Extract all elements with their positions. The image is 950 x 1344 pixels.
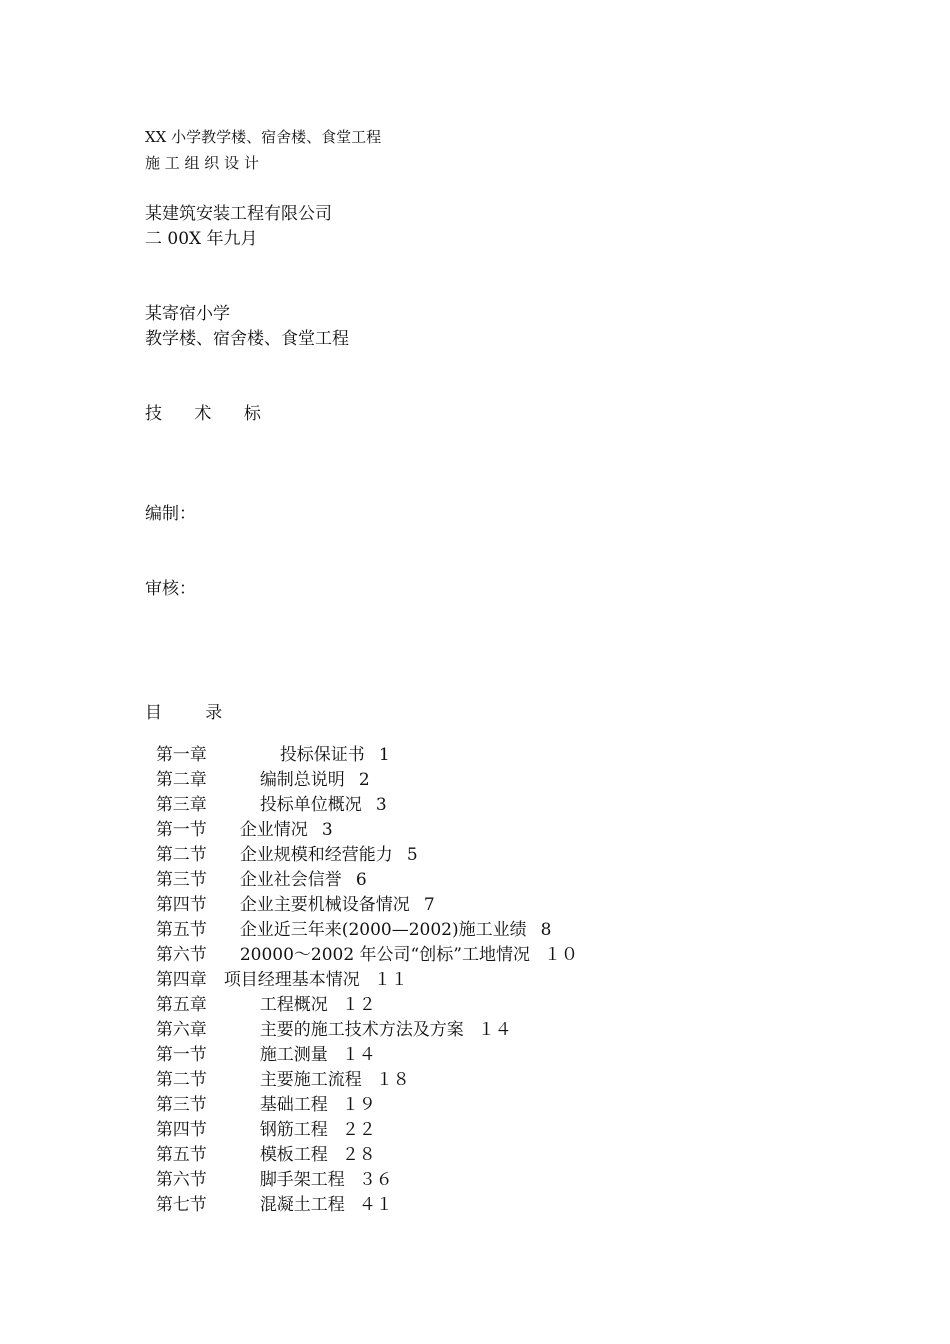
toc-entry-label: 第一节 [155,1045,207,1065]
toc-entry-page: １２ [341,995,376,1015]
toc-entry-label: 第五节 [155,1145,207,1165]
cover-school: 某寄宿小学 [145,304,230,324]
toc-entry-title: 钢筋工程 [259,1120,328,1140]
toc-entry-page: 1 [378,745,390,765]
toc-entry-page: １８ [375,1070,410,1090]
toc-entry-page: ２８ [341,1145,376,1165]
cover-bid-type: 技 术 标 [145,404,261,424]
toc-entry-label: 第一章 [155,745,207,765]
toc-entry-title: 基础工程 [259,1095,328,1115]
toc-entry-title: 企业社会信誉 [239,870,342,890]
toc-entry-title: 施工测量 [259,1045,328,1065]
toc-entry-title: 企业近三年来(2000—2002)施工业绩 [239,920,527,940]
toc-entry-page: 7 [423,895,435,915]
toc-entry-label: 第三节 [155,1095,207,1115]
toc-entry-label: 第二节 [155,845,207,865]
toc-entry-page: 6 [355,870,367,890]
toc-entry-page: 3 [375,795,387,815]
toc-entry-label: 第五节 [155,920,207,940]
toc-entry-title: 编制总说明 [259,770,345,790]
toc-entry-title: 混凝土工程 [259,1195,345,1215]
toc-entry-title: 项目经理基本情况 [223,970,360,990]
toc-entry-title: 投标单位概况 [259,795,362,815]
toc-entry-label: 第七节 [155,1195,207,1215]
toc-entry-page: 5 [406,845,418,865]
toc-entry-page: １０ [543,945,578,965]
toc-entry-page: ４１ [358,1195,393,1215]
toc-entry-title: 工程概况 [259,995,328,1015]
cover-title-line2: 施 工 组 织 设 计 [145,154,259,172]
cover-compiled-by: 编制： [145,504,196,524]
toc-entry-label: 第一节 [155,820,207,840]
toc-entry-label: 第六章 [155,1020,207,1040]
toc-entry-title: 企业情况 [239,820,308,840]
cover-title-line1: XX 小学教学楼、宿舍楼、食堂工程 [145,128,382,146]
toc-entry-title: 主要施工流程 [259,1070,362,1090]
toc-entry-page: １１ [373,970,408,990]
toc-entry-title: 脚手架工程 [259,1170,345,1190]
toc-entry-label: 第三节 [155,870,207,890]
toc-entry-page: 8 [540,920,552,940]
toc-entry-title: 投标保证书 [279,745,365,765]
cover-company: 某建筑安装工程有限公司 [145,204,332,224]
toc-entry-label: 第六节 [155,1170,207,1190]
toc-entry-title: 20000～2002 年公司“创标”工地情况 [239,945,530,965]
cover-date: 二 00X 年九月 [145,229,258,249]
toc-entry-page: １４ [341,1045,376,1065]
toc-entry-label: 第四章 [155,970,207,990]
toc-entry-label: 第三章 [155,795,207,815]
toc-entry-page: １４ [477,1020,512,1040]
toc-heading: 目 录 [145,703,223,723]
toc-entry-title: 主要的施工技术方法及方案 [259,1020,464,1040]
toc-entry-title: 模板工程 [259,1145,328,1165]
toc-entry-title: 企业主要机械设备情况 [239,895,410,915]
toc-entry-label: 第二章 [155,770,207,790]
cover-project: 教学楼、宿舍楼、食堂工程 [145,329,349,349]
toc-entry[interactable] [145,1180,393,1214]
toc-entry-page: １９ [341,1095,376,1115]
toc-entry-label: 第二节 [155,1070,207,1090]
toc-entry-title: 企业规模和经营能力 [239,845,393,865]
cover-reviewed-by: 审核： [145,579,196,599]
toc-entry-label: 第六节 [155,945,207,965]
toc-entry-page: 2 [358,770,370,790]
toc-entry-label: 第五章 [155,995,207,1015]
toc-entry-page: 3 [321,820,333,840]
toc-entry-page: ２２ [341,1120,376,1140]
toc-entry-label: 第四节 [155,1120,207,1140]
toc-entry-label: 第四节 [155,895,207,915]
toc-entry-page: ３６ [358,1170,393,1190]
